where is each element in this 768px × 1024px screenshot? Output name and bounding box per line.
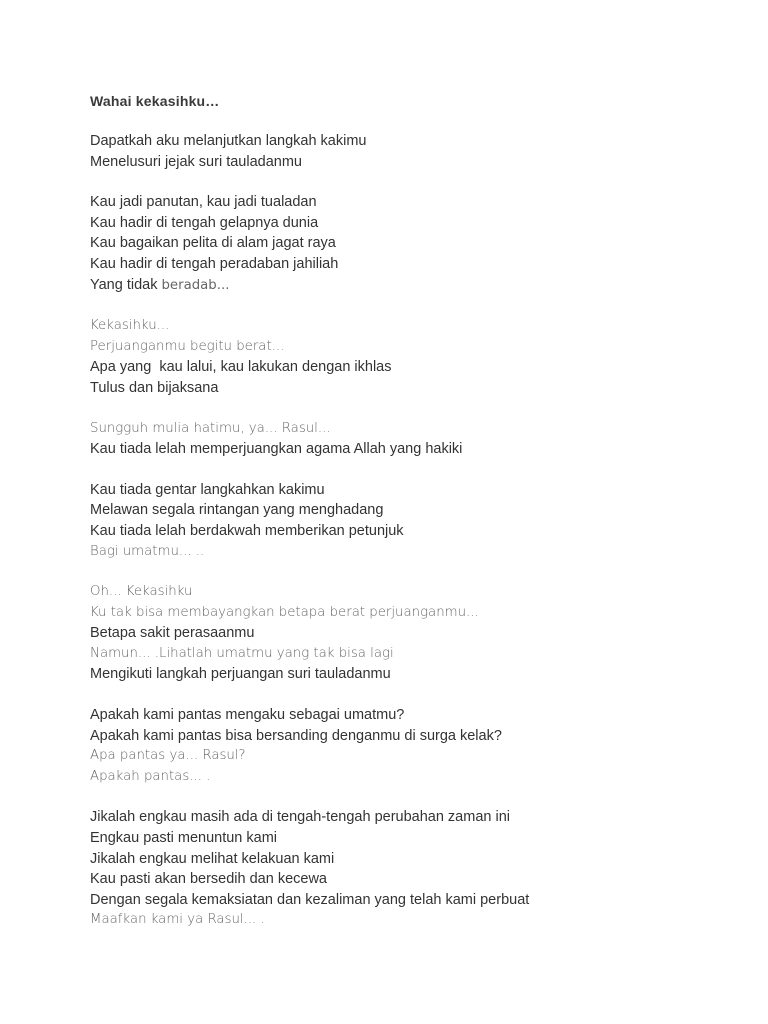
poem-line-text: Kau tiada lelah memperjuangkan agama Allah yang hakiki [90, 441, 463, 458]
poem-line-text: Yang tidak [90, 276, 162, 293]
poem-line-text: Namun... .Lihatlah umatmu yang tak bisa lagi [90, 645, 394, 661]
poem-line [90, 439, 730, 460]
poem-line-text: Menelusuri jejak suri tauladanmu [90, 153, 302, 170]
poem-line-text: Kau hadir di tengah peradaban jahiliah [90, 255, 339, 272]
poem-line [90, 254, 730, 275]
poem-line-text: Apakah kami pantas bisa bersanding denganmu di surga kelak? [90, 727, 502, 744]
poem-line-text: Apakah pantas... . [90, 768, 211, 784]
poem-line [90, 480, 730, 501]
poem-line [90, 542, 730, 563]
poem-line [90, 316, 730, 337]
poem-line-text: Kau bagaikan pelita di alam jagat raya [90, 235, 336, 252]
poem-line-text: Tulus dan bijaksana [90, 379, 219, 396]
poem-line-text: Perjuanganmu begitu berat... [90, 338, 285, 354]
poem-line-text: Engkau pasti menuntun kami [90, 830, 277, 847]
poem-line-text: Apa yang kau lalui, kau lakukan dengan ikhlas [90, 359, 392, 376]
poem-line [90, 644, 730, 665]
poem-line-text: Kau tiada gentar langkahkan kakimu [90, 481, 325, 498]
poem-line-text: Sungguh mulia hatimu, ya... Rasul... [90, 420, 331, 436]
poem-line [90, 192, 730, 213]
poem-stanza [90, 131, 730, 172]
poem-line [90, 664, 730, 685]
poem-line-text: Betapa sakit perasaanmu [90, 625, 255, 642]
poem-line-text: Kekasihku... [90, 318, 170, 334]
poem-line [90, 419, 730, 440]
poem-line [90, 705, 730, 726]
poem-stanza [90, 705, 730, 787]
poem-line [90, 849, 730, 870]
poem-stanza [90, 480, 730, 562]
poem-stanza [90, 582, 730, 685]
poem-line-tail: beradab... [161, 277, 230, 293]
poem-line [90, 357, 730, 378]
poem-line [90, 807, 730, 828]
poem-stanza [90, 316, 730, 398]
poem-title: Wahai kekasihku… [90, 93, 220, 109]
poem-stanzas [90, 131, 730, 931]
poem-line-text: Jikalah engkau masih ada di tengah-tengah perubahan zaman ini [90, 809, 510, 826]
poem-line [90, 623, 730, 644]
poem-line [90, 726, 730, 747]
poem-line-text: Dengan segala kemaksiatan dan kezaliman yang telah kami perbuat [90, 891, 530, 908]
poem-line [90, 869, 730, 890]
poem-content [90, 91, 730, 951]
poem-line [90, 746, 730, 767]
poem-line-text: Kau tiada lelah berdakwah memberikan petunjuk [90, 522, 404, 539]
poem-line [90, 213, 730, 234]
poem-line [90, 582, 730, 603]
poem-line-text: Kau pasti akan bersedih dan kecewa [90, 871, 327, 888]
poem-line [90, 910, 730, 931]
poem-line [90, 378, 730, 399]
poem-line-text: Melawan segala rintangan yang menghadang [90, 502, 384, 519]
poem-line-text: Oh... Kekasihku [90, 584, 193, 600]
poem-stanza [90, 192, 730, 296]
poem-line [90, 890, 730, 911]
poem-line-text: Ku tak bisa membayangkan betapa berat perjuanganmu... [90, 604, 479, 620]
poem-line [90, 767, 730, 788]
poem-line-text: Dapatkah aku melanjutkan langkah kakimu [90, 133, 367, 149]
poem-stanza [90, 807, 730, 931]
poem-line-text: Kau hadir di tengah gelapnya dunia [90, 214, 319, 231]
poem-line-text: Apakah kami pantas mengaku sebagai umatmu? [90, 707, 405, 724]
poem-stanza [90, 419, 730, 460]
poem-line-text: Jikalah engkau melihat kelakuan kami [90, 850, 335, 867]
poem-line [90, 603, 730, 624]
poem-line-text: Bagi umatmu... .. [90, 543, 205, 559]
poem-line [90, 233, 730, 254]
poem-line-text: Maafkan kami ya Rasul... . [90, 912, 265, 928]
poem-line [90, 337, 730, 358]
poem-line [90, 521, 730, 542]
poem-line [90, 131, 730, 152]
poem-line-text: Apa pantas ya... Rasul? [90, 748, 246, 764]
poem-line [90, 500, 730, 521]
poem-line [90, 828, 730, 849]
poem-line-text: Mengikuti langkah perjuangan suri tauladanmu [90, 666, 391, 683]
poem-line [90, 152, 730, 173]
poem-line [90, 275, 730, 297]
poem-line-text: Kau jadi panutan, kau jadi tualadan [90, 194, 317, 211]
